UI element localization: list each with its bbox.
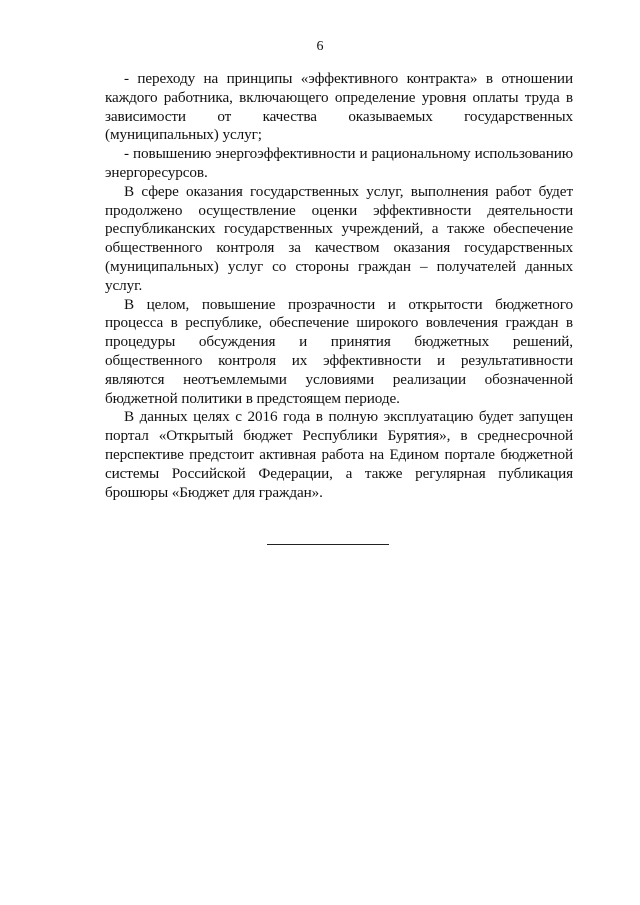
end-separator-line	[267, 544, 389, 545]
document-body	[105, 70, 573, 502]
paragraph-effective-contract: - переходу на принципы «эффективного контракта» в отношении каждого работника, включающего определение уровня оплаты труда в зависимости от качества оказываемых государственных (муниципальных) услуг;	[105, 70, 573, 144]
paragraph-open-budget-portal: В данных целях с 2016 года в полную эксплуатацию будет запущен портал «Открытый бюджет Республики Бурятия», в среднесрочной перспективе предстоит активная работа на Едином портале бюджетной системы Российской Федерации, а также регулярная публикация брошюры «Бюджет для граждан».	[105, 408, 573, 501]
paragraph-energy-efficiency: - повышению энергоэффективности и рациональному использованию энергоресурсов.	[105, 145, 573, 181]
paragraph-public-services: В сфере оказания государственных услуг, выполнения работ будет продолжено осуществление оценки эффективности деятельности республиканских государственных учреждений, а также обеспечение общественного контроля за качеством оказания государственных (муниципальных) услуг со стороны граждан – получателей данных услуг.	[105, 182, 573, 294]
paragraph-budget-transparency: В целом, повышение прозрачности и открытости бюджетного процесса в республике, обеспечение широкого вовлечения граждан в процедуры обсуждения и принятия бюджетных решений, общественного контроля их эффективности и результативности являются неотъемлемыми условиями реализации обозначенной бюджетной политики в предстоящем периоде.	[105, 295, 573, 407]
page-number: 6	[316, 39, 324, 54]
